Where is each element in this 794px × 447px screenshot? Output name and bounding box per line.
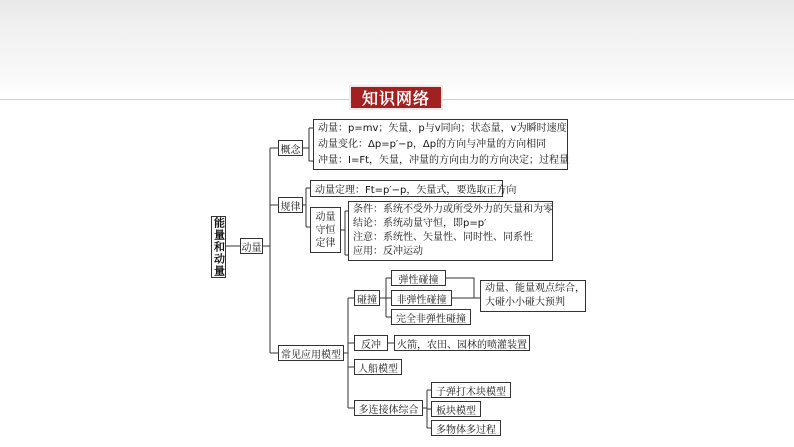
multi-body-node: 多连接体综合 — [354, 400, 423, 416]
concept-line: 动量变化：Δp=p′−p，Δp的方向与冲量的方向相同 — [318, 138, 547, 150]
conservation-details — [348, 201, 553, 261]
inelastic-collision-node: 非弹性碰撞 — [391, 290, 452, 306]
connector — [303, 128, 313, 161]
multi-process-node: 多物体多过程 — [431, 420, 501, 436]
models-node: 常见应用模型 — [278, 345, 344, 361]
recoil-node: 反冲 — [354, 335, 388, 351]
collision-node: 碰撞 — [354, 290, 380, 306]
conservation-node: 动量守恒定律 — [310, 207, 341, 253]
connector — [303, 188, 310, 227]
connector — [380, 278, 391, 317]
plate-block-node: 板块模型 — [431, 401, 481, 417]
conservation-line: 条件：系统不受外力或所受外力的矢量和为零 — [353, 204, 553, 215]
connector — [341, 211, 348, 255]
connector — [423, 390, 431, 428]
collision-note — [480, 280, 586, 312]
concept-node: 概念 — [278, 140, 303, 156]
conservation-line: 结论：系统动量守恒，即p=p′ — [353, 218, 487, 229]
collision-note-line: 大碰小小碰大预判 — [485, 297, 565, 308]
momentum-node: 动量 — [240, 238, 263, 254]
recoil-note: 火箭，农田、园林的喷灌装置 — [394, 335, 530, 351]
law-node: 规律 — [278, 197, 303, 213]
root-node: 能量和动量 — [212, 217, 226, 277]
page-title: 知识网络 — [349, 85, 443, 110]
theorem-node: 动量定理：Ft=p′−p，矢量式，要选取正方向 — [310, 180, 503, 197]
connector — [344, 298, 354, 408]
concept-details — [313, 119, 568, 170]
bullet-block-node: 子弹打木块模型 — [431, 382, 511, 398]
perfectly-inelastic-node: 完全非弹性碰撞 — [391, 309, 471, 325]
boat-model-node: 人船模型 — [354, 359, 402, 375]
elastic-collision-node: 弹性碰撞 — [391, 270, 446, 286]
conservation-line: 应用：反冲运动 — [353, 246, 423, 257]
concept-line: 动量：p=mv；矢量，p与v同向；状态量，v为瞬时速度 — [318, 122, 567, 134]
conservation-line: 注意：系统性、矢量性、同时性、同系性 — [353, 232, 533, 243]
concept-line: 冲量：I=Ft，矢量，冲量的方向由力的方向决定；过程量 — [318, 154, 570, 166]
collision-note-line: 动量、能量观点综合， — [485, 283, 585, 294]
